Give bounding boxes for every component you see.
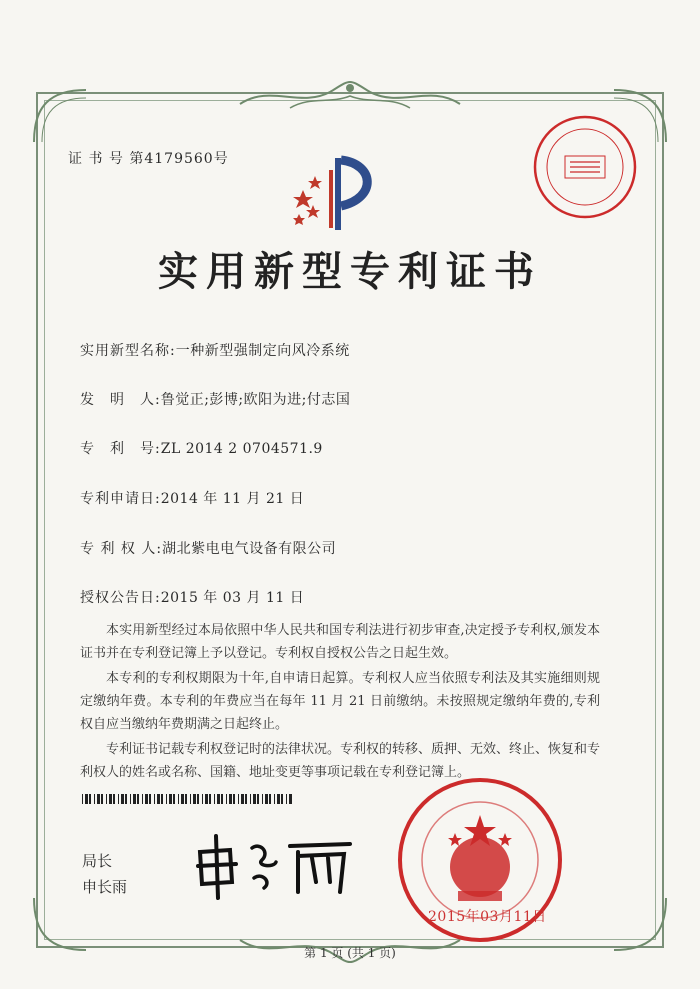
field-label: 实用新型名称: bbox=[80, 343, 176, 359]
field-grant-date bbox=[80, 587, 304, 607]
field-label: 专利申请日: bbox=[80, 491, 161, 507]
certificate-number-suffix: 号 bbox=[213, 151, 229, 167]
field-value: 一种新型强制定向风冷系统 bbox=[175, 343, 350, 359]
body-paragraph: 本实用新型经过本局依照中华人民共和国专利法进行初步审查,决定授予专利权,颁发本证书并在专利登记簿上予以登记。专利权自授权公告之日起生效。 bbox=[80, 623, 600, 661]
corner-ornament-icon bbox=[30, 86, 90, 146]
seal-date: 2015年03月11日 bbox=[428, 909, 547, 925]
field-label: 发 明 人: bbox=[80, 392, 161, 408]
body-paragraph: 本专利的专利权期限为十年,自申请日起算。专利权人应当依照专利法及其实施细则规定缴纳年费。本专利的年费应当在每年 11 月 21 日前缴纳。未按照规定缴纳年费的,专利权自应当缴纳年费期满之日起终止。 bbox=[80, 671, 600, 732]
signature-block bbox=[82, 848, 127, 900]
field-label: 授权公告日: bbox=[80, 590, 161, 606]
certificate-number bbox=[68, 148, 229, 168]
field-filing-date bbox=[80, 488, 304, 508]
field-value: 鲁觉正;彭博;欧阳为进;付志国 bbox=[160, 392, 351, 408]
page-title: 实用新型专利证书 bbox=[158, 248, 542, 295]
top-ornament-icon bbox=[230, 78, 470, 114]
field-label: 专 利 权 人: bbox=[80, 541, 163, 557]
field-patentee bbox=[80, 538, 336, 558]
patent-office-logo-icon bbox=[285, 150, 385, 235]
certificate-number-label: 证 书 号 第 bbox=[68, 151, 145, 167]
field-inventor bbox=[80, 389, 350, 409]
field-value: 湖北紫电电气设备有限公司 bbox=[162, 541, 337, 557]
page-number: 第 1 页 (共 1 页) bbox=[304, 946, 396, 960]
field-value: 2015 年 03 月 11 日 bbox=[160, 590, 305, 606]
tax-seal-stamp-icon bbox=[530, 112, 640, 222]
field-utility-model-name bbox=[80, 340, 350, 360]
body-paragraph: 专利证书记载专利权登记时的法律状况。专利权的转移、质押、无效、终止、恢复和专利权人的姓名或名称、国籍、地址变更等事项记载在专利登记簿上。 bbox=[80, 742, 601, 780]
handwritten-signature-icon bbox=[190, 822, 360, 902]
signer-name: 申长雨 bbox=[82, 878, 128, 896]
certificate-body bbox=[80, 619, 600, 786]
field-value: 2014 年 11 月 21 日 bbox=[160, 491, 305, 507]
field-value: ZL 2014 2 0704571.9 bbox=[160, 441, 323, 457]
barcode-icon bbox=[82, 794, 292, 804]
field-patent-number bbox=[80, 438, 323, 458]
certificate-number-value: 4179560 bbox=[144, 151, 214, 167]
signer-title: 局长 bbox=[82, 852, 113, 870]
field-label: 专 利 号: bbox=[80, 441, 161, 457]
